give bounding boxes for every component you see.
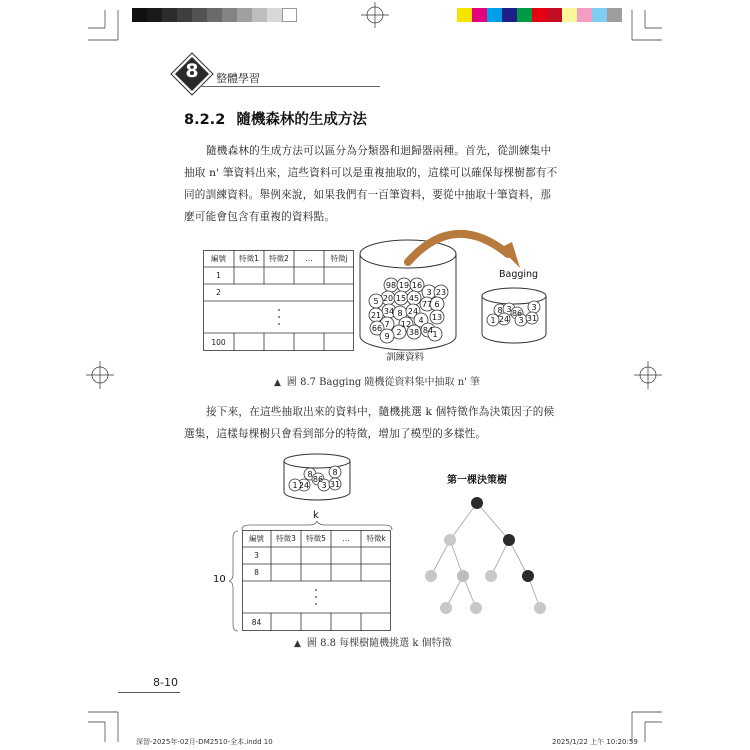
tree-node-root: [471, 497, 483, 509]
sample-label: 1: [490, 316, 496, 325]
sample-label: 8: [497, 306, 503, 315]
caption-text: 圖 8.7 Bagging 隨機從資料集中抽取 n' 筆: [286, 377, 481, 388]
tree-node: [485, 570, 497, 582]
data-point-label: 5: [373, 297, 379, 306]
sample-label: 1: [292, 481, 298, 490]
data-point-label: 23: [435, 288, 447, 297]
sample-label: 8: [332, 468, 338, 477]
data-point-label: 34: [383, 307, 395, 316]
data-point-label: 8: [397, 309, 403, 318]
data-point-label: 24: [407, 307, 419, 316]
data-point-label: 45: [408, 294, 420, 303]
section-title: 隨機森林的生成方法: [236, 112, 367, 128]
sample-label: 8: [307, 470, 313, 479]
sample-label: 86: [312, 475, 324, 484]
table-header-cell: …: [305, 254, 313, 263]
tree-node: [522, 570, 534, 582]
tree-node: [457, 570, 469, 582]
sample-label: 24: [498, 315, 510, 324]
data-point-label: 66: [371, 324, 383, 333]
data-point-label: 6: [434, 300, 440, 309]
paragraph-line: 隨機森林的生成方法可以區分為分類器和迴歸器兩種。首先，從訓練集中: [206, 145, 552, 157]
table-header-cell: 特徵j: [330, 254, 348, 263]
table-row-id: 2: [216, 288, 221, 297]
tree-node: [503, 534, 515, 546]
page-number: 8-10: [153, 676, 178, 689]
data-point-label: 3: [426, 288, 432, 297]
triangle-icon: ▲: [274, 378, 281, 388]
table-header-cell: 特徵5: [306, 534, 326, 543]
tree-node: [440, 602, 452, 614]
table-row-id: 84: [251, 617, 262, 627]
data-point-label: 9: [384, 332, 390, 341]
data-point-label: 19: [398, 281, 410, 290]
tree-title: 第一棵決策樹: [447, 475, 507, 486]
training-data-label: 訓練資料: [386, 352, 425, 363]
data-point-label: 98: [385, 281, 397, 290]
selected-sample-cylinder: [282, 452, 352, 502]
data-point-label: 77: [421, 300, 433, 309]
bagging-label: Bagging: [499, 269, 539, 280]
footer-file-name: 深智-2025年-02月-DM2510-全本.indd 10: [136, 738, 273, 746]
table-header-cell: 特徵k: [366, 534, 386, 543]
rows-count-label: 10: [213, 574, 226, 585]
data-point-label: 15: [395, 294, 407, 303]
table-header-cell: 編號: [249, 534, 264, 543]
sample-label: 31: [526, 314, 538, 323]
paragraph-line: 抽取 n' 筆資料出來，這些資料可以是重複抽取的，這樣可以確保每棵樹都有不: [184, 167, 558, 179]
tree-node: [444, 534, 456, 546]
data-point-label: 4: [418, 316, 424, 325]
page-number-rule: [118, 692, 180, 693]
data-point-label: 1: [432, 330, 438, 339]
data-point-label: 84: [422, 326, 434, 335]
rows-brace: [228, 530, 240, 632]
sample-label: 3: [531, 303, 537, 312]
sample-label: 24: [298, 481, 310, 490]
data-point-label: 16: [411, 281, 423, 290]
table-row-id: 1: [216, 271, 221, 280]
paragraph-line: 同的訓練資料。舉例來說，如果我們有一百筆資料，要從中抽取十筆資料，那: [184, 189, 551, 201]
k-label: k: [313, 510, 319, 521]
data-point-label: 20: [382, 294, 394, 303]
caption-text: 圖 8.8 每棵樹隨機挑選 k 個特徵: [306, 638, 452, 649]
table-header-cell: 特徵2: [269, 254, 289, 263]
table-header-cell: 編號: [211, 254, 226, 263]
section-number: 8.2.2: [184, 112, 226, 128]
chapter-number: 8: [185, 60, 199, 82]
sample-label: 31: [329, 480, 341, 489]
chapter-title: 整體學習: [216, 72, 260, 85]
footer-timestamp: 2025/1/22 上午 10:20:59: [552, 738, 638, 746]
data-point-label: 13: [431, 313, 443, 322]
tree-node: [534, 602, 546, 614]
sample-label: 86: [511, 309, 523, 318]
paragraph-line: 接下來，在這些抽取出來的資料中，隨機挑選 k 個特徵作為決策因子的候: [206, 406, 555, 418]
table-header-cell: 特徵1: [239, 254, 259, 263]
table-row-id: 100: [211, 337, 226, 347]
data-point-label: 2: [396, 328, 402, 337]
sample-label: 3: [321, 481, 327, 490]
decision-tree: [420, 492, 555, 618]
table-header-cell: …: [342, 534, 350, 543]
paragraph-line: 麼可能會包含有重複的資料點。: [184, 211, 336, 223]
paragraph-line: 選集，這樣每棵樹只會看到部分的特徵，增加了模型的多樣性。: [184, 428, 487, 440]
sample-label: 3: [506, 305, 512, 314]
figure-2-caption: [294, 634, 452, 649]
data-point-label: 12: [400, 320, 412, 329]
tree-node: [470, 602, 482, 614]
triangle-icon: ▲: [294, 639, 301, 649]
data-point-label: 7: [384, 320, 390, 329]
tree-node: [425, 570, 437, 582]
table-row-id: 8: [254, 568, 259, 577]
table-header-cell: 特徵3: [276, 534, 296, 543]
data-point-label: 38: [408, 328, 420, 337]
sample-label: 3: [518, 316, 524, 325]
table-row-id: 3: [254, 551, 259, 560]
data-point-label: 21: [370, 311, 382, 320]
